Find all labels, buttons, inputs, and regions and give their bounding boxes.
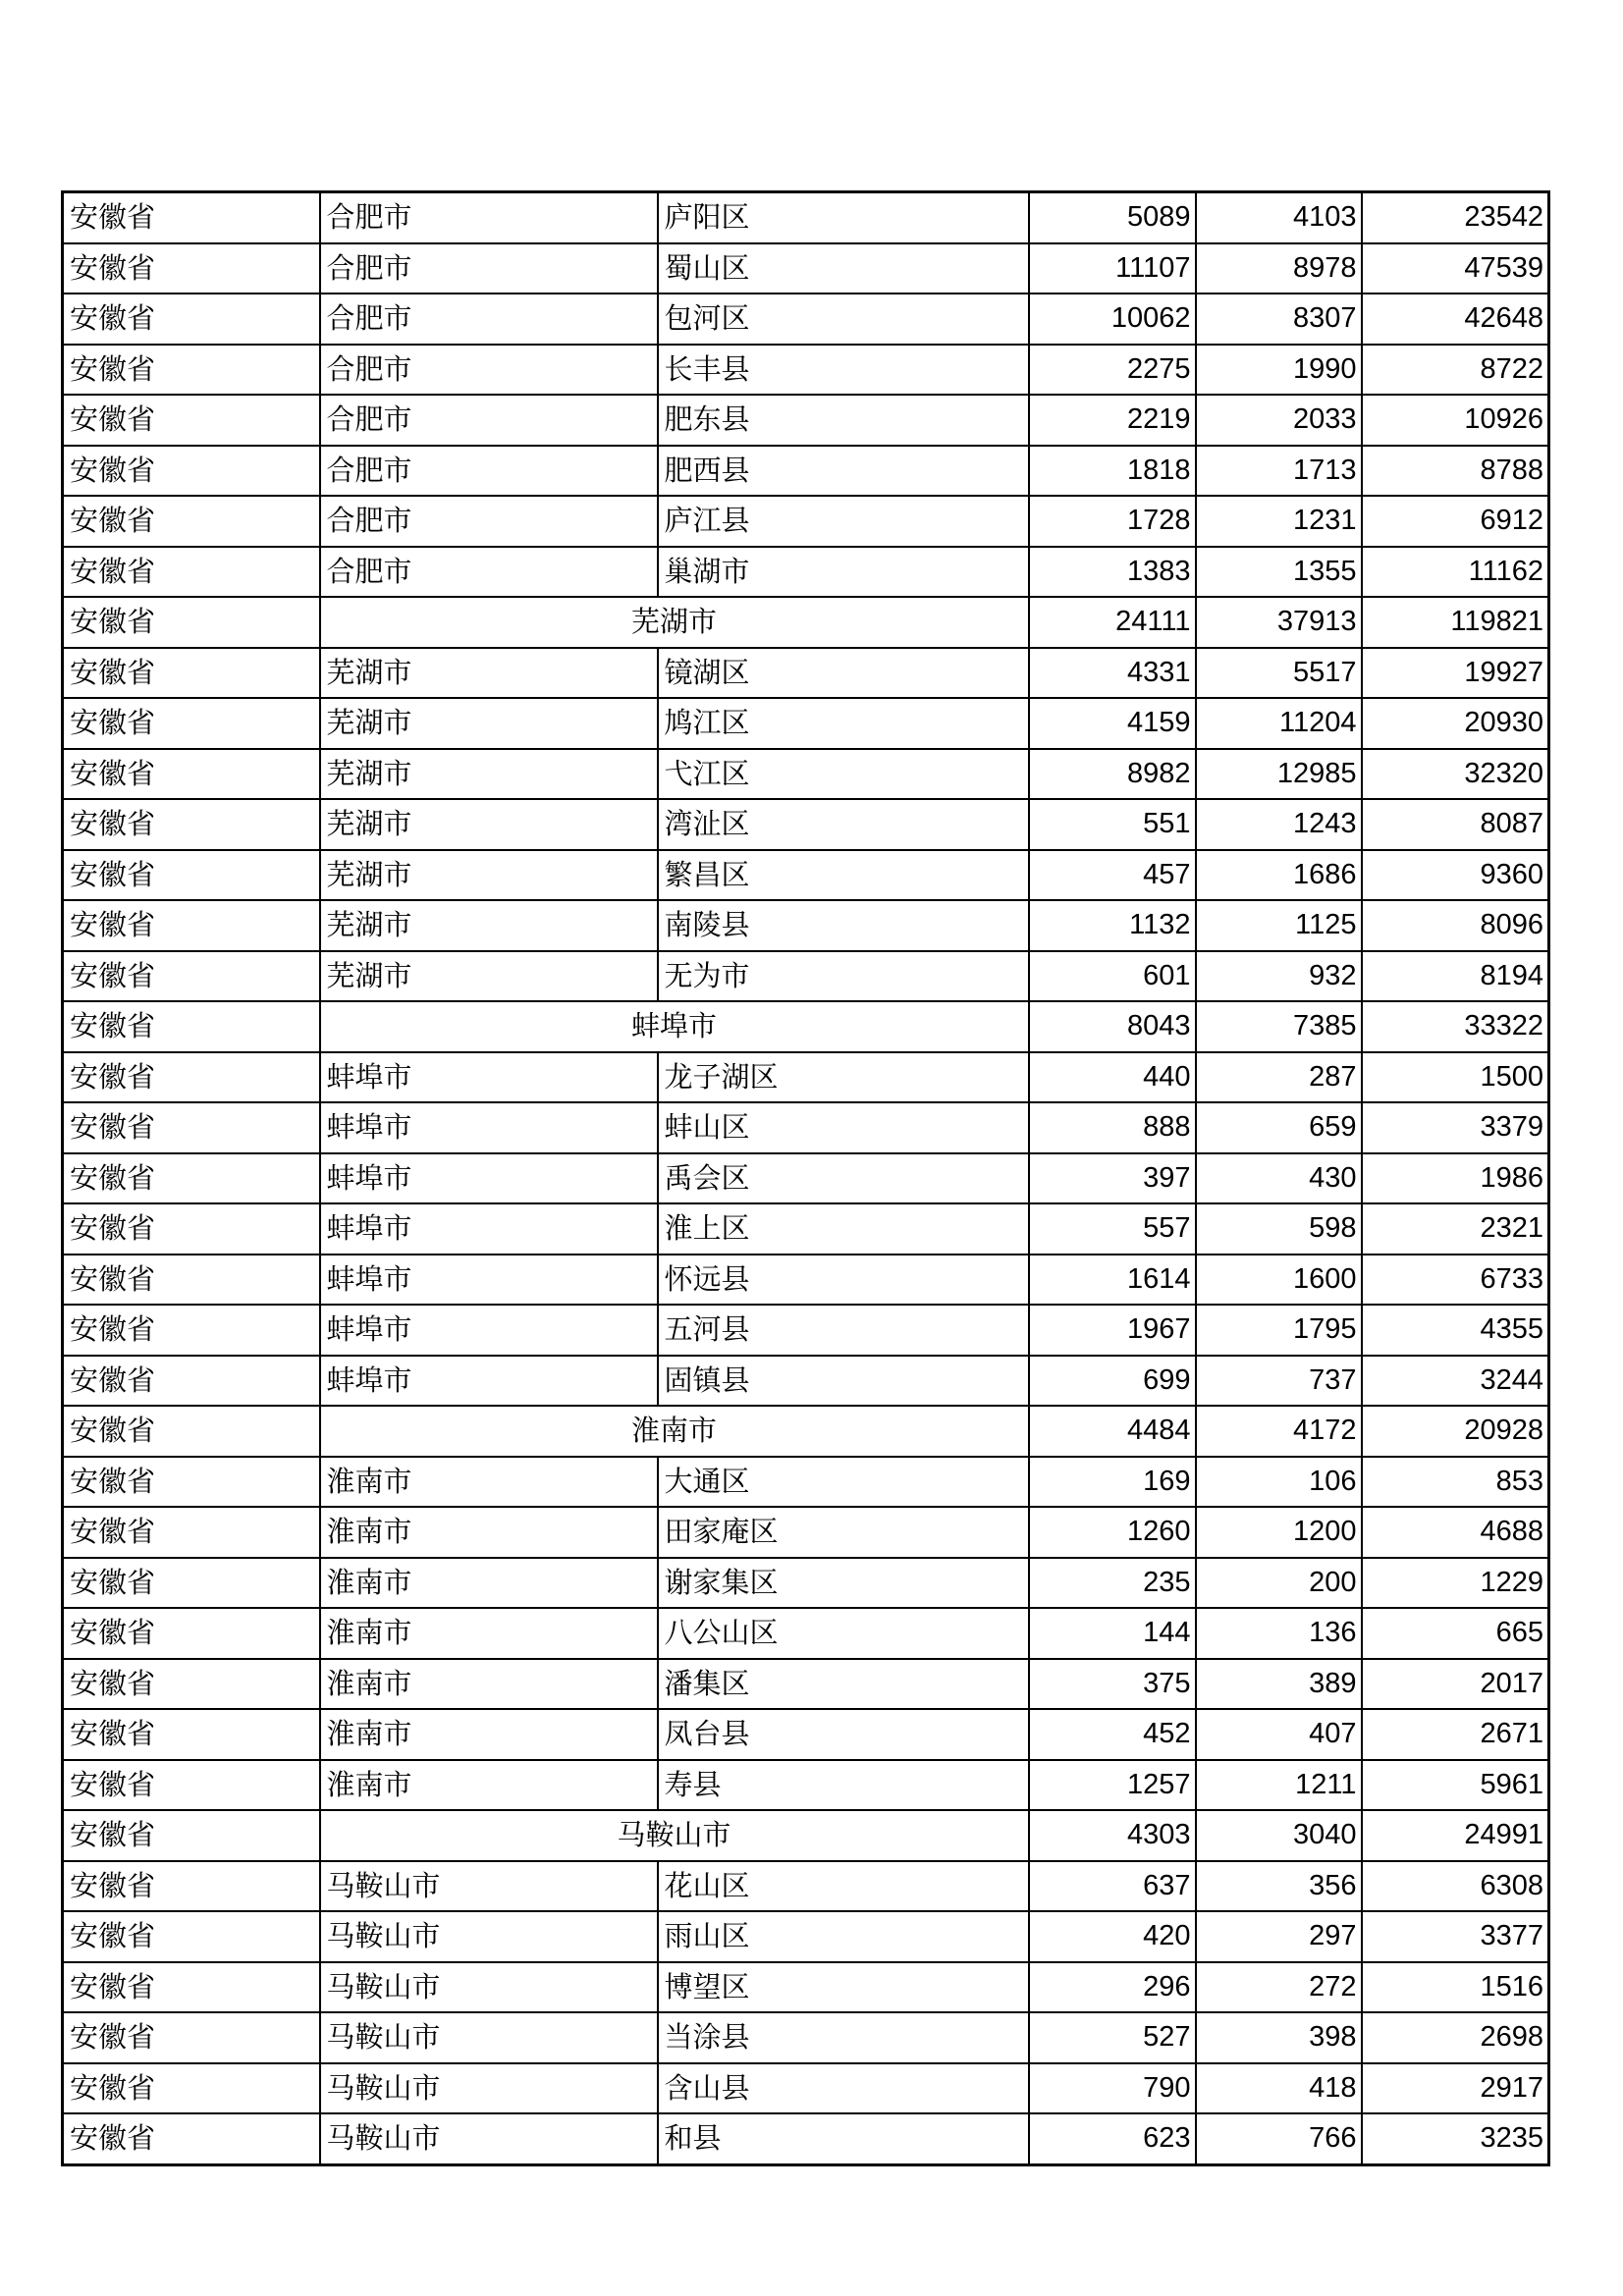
province-cell: 安徽省 xyxy=(63,951,320,1002)
value-cell-1: 4331 xyxy=(1029,648,1196,699)
province-cell: 安徽省 xyxy=(63,1911,320,1962)
value-cell-2: 297 xyxy=(1196,1911,1362,1962)
province-cell: 安徽省 xyxy=(63,900,320,951)
county-cell: 当涂县 xyxy=(658,2012,1029,2063)
value-cell-3: 24991 xyxy=(1362,1810,1549,1861)
value-cell-1: 8043 xyxy=(1029,1001,1196,1052)
province-cell: 安徽省 xyxy=(63,1962,320,2013)
city-cell: 淮南市 xyxy=(320,1507,658,1558)
value-cell-1: 10062 xyxy=(1029,294,1196,345)
value-cell-2: 766 xyxy=(1196,2113,1362,2164)
province-cell: 安徽省 xyxy=(63,446,320,497)
city-cell: 马鞍山市 xyxy=(320,1911,658,1962)
province-cell: 安徽省 xyxy=(63,1507,320,1558)
table-row-city-total xyxy=(63,1406,1549,1457)
value-cell-1: 637 xyxy=(1029,1861,1196,1912)
county-cell: 庐阳区 xyxy=(658,192,1029,243)
city-cell: 芜湖市 xyxy=(320,951,658,1002)
table-row xyxy=(63,1305,1549,1356)
table-row xyxy=(63,1203,1549,1255)
value-cell-3: 11162 xyxy=(1362,547,1549,598)
table-row xyxy=(63,749,1549,800)
value-cell-2: 1600 xyxy=(1196,1255,1362,1306)
province-cell: 安徽省 xyxy=(63,2063,320,2114)
value-cell-2: 5517 xyxy=(1196,648,1362,699)
city-cell: 蚌埠市 xyxy=(320,1102,658,1153)
county-cell: 鸠江区 xyxy=(658,698,1029,749)
value-cell-2: 598 xyxy=(1196,1203,1362,1255)
value-cell-3: 853 xyxy=(1362,1457,1549,1508)
county-cell: 和县 xyxy=(658,2113,1029,2164)
city-cell: 合肥市 xyxy=(320,192,658,243)
table-row xyxy=(63,1861,1549,1912)
value-cell-3: 20928 xyxy=(1362,1406,1549,1457)
province-cell: 安徽省 xyxy=(63,243,320,294)
province-cell: 安徽省 xyxy=(63,547,320,598)
province-cell: 安徽省 xyxy=(63,2012,320,2063)
value-cell-1: 8982 xyxy=(1029,749,1196,800)
value-cell-1: 2275 xyxy=(1029,345,1196,396)
table-row xyxy=(63,192,1549,243)
table-row xyxy=(63,2063,1549,2114)
value-cell-1: 527 xyxy=(1029,2012,1196,2063)
value-cell-1: 375 xyxy=(1029,1659,1196,1710)
value-cell-1: 11107 xyxy=(1029,243,1196,294)
value-cell-2: 1990 xyxy=(1196,345,1362,396)
table-row xyxy=(63,1608,1549,1659)
county-cell: 镜湖区 xyxy=(658,648,1029,699)
value-cell-1: 551 xyxy=(1029,799,1196,850)
city-cell: 合肥市 xyxy=(320,446,658,497)
city-cell: 蚌埠市 xyxy=(320,1356,658,1407)
table-row xyxy=(63,698,1549,749)
city-cell: 淮南市 xyxy=(320,1659,658,1710)
table-row xyxy=(63,951,1549,1002)
province-cell: 安徽省 xyxy=(63,1659,320,1710)
value-cell-1: 790 xyxy=(1029,2063,1196,2114)
table-row xyxy=(63,243,1549,294)
table-row xyxy=(63,446,1549,497)
city-cell: 蚌埠市 xyxy=(320,1203,658,1255)
value-cell-3: 3244 xyxy=(1362,1356,1549,1407)
value-cell-2: 287 xyxy=(1196,1052,1362,1103)
city-cell: 马鞍山市 xyxy=(320,2063,658,2114)
value-cell-1: 623 xyxy=(1029,2113,1196,2164)
value-cell-1: 24111 xyxy=(1029,597,1196,648)
value-cell-3: 8722 xyxy=(1362,345,1549,396)
province-cell: 安徽省 xyxy=(63,1001,320,1052)
city-cell: 蚌埠市 xyxy=(320,1255,658,1306)
value-cell-2: 4172 xyxy=(1196,1406,1362,1457)
value-cell-1: 557 xyxy=(1029,1203,1196,1255)
province-cell: 安徽省 xyxy=(63,749,320,800)
province-cell: 安徽省 xyxy=(63,1709,320,1760)
province-cell: 安徽省 xyxy=(63,395,320,446)
province-cell: 安徽省 xyxy=(63,1558,320,1609)
value-cell-2: 4103 xyxy=(1196,192,1362,243)
city-cell: 马鞍山市 xyxy=(320,1861,658,1912)
county-cell: 潘集区 xyxy=(658,1659,1029,1710)
table-row-city-total xyxy=(63,597,1549,648)
value-cell-2: 1686 xyxy=(1196,850,1362,901)
province-cell: 安徽省 xyxy=(63,2113,320,2164)
table-row xyxy=(63,1659,1549,1710)
value-cell-1: 169 xyxy=(1029,1457,1196,1508)
value-cell-2: 1125 xyxy=(1196,900,1362,951)
value-cell-2: 418 xyxy=(1196,2063,1362,2114)
table-row xyxy=(63,900,1549,951)
value-cell-1: 4484 xyxy=(1029,1406,1196,1457)
province-cell: 安徽省 xyxy=(63,1760,320,1811)
county-cell: 大通区 xyxy=(658,1457,1029,1508)
value-cell-2: 1231 xyxy=(1196,496,1362,547)
value-cell-3: 2917 xyxy=(1362,2063,1549,2114)
table-row xyxy=(63,1962,1549,2013)
value-cell-1: 1260 xyxy=(1029,1507,1196,1558)
county-cell: 肥西县 xyxy=(658,446,1029,497)
province-cell: 安徽省 xyxy=(63,1153,320,1204)
value-cell-3: 2017 xyxy=(1362,1659,1549,1710)
value-cell-2: 1355 xyxy=(1196,547,1362,598)
table-row xyxy=(63,1760,1549,1811)
table-row xyxy=(63,1102,1549,1153)
value-cell-3: 10926 xyxy=(1362,395,1549,446)
county-cell: 巢湖市 xyxy=(658,547,1029,598)
city-cell: 合肥市 xyxy=(320,294,658,345)
value-cell-3: 8788 xyxy=(1362,446,1549,497)
value-cell-2: 106 xyxy=(1196,1457,1362,1508)
city-cell: 淮南市 xyxy=(320,1457,658,1508)
value-cell-3: 3377 xyxy=(1362,1911,1549,1962)
county-cell: 博望区 xyxy=(658,1962,1029,2013)
table-row xyxy=(63,1911,1549,1962)
table-row xyxy=(63,496,1549,547)
value-cell-3: 119821 xyxy=(1362,597,1549,648)
value-cell-3: 8087 xyxy=(1362,799,1549,850)
county-cell: 南陵县 xyxy=(658,900,1029,951)
city-cell: 芜湖市 xyxy=(320,698,658,749)
value-cell-2: 272 xyxy=(1196,1962,1362,2013)
value-cell-1: 1614 xyxy=(1029,1255,1196,1306)
table-row xyxy=(63,2113,1549,2164)
value-cell-2: 8978 xyxy=(1196,243,1362,294)
value-cell-3: 3379 xyxy=(1362,1102,1549,1153)
value-cell-1: 1257 xyxy=(1029,1760,1196,1811)
province-cell: 安徽省 xyxy=(63,799,320,850)
value-cell-3: 2671 xyxy=(1362,1709,1549,1760)
value-cell-2: 398 xyxy=(1196,2012,1362,2063)
city-cell: 马鞍山市 xyxy=(320,2113,658,2164)
value-cell-1: 1728 xyxy=(1029,496,1196,547)
value-cell-3: 2698 xyxy=(1362,2012,1549,2063)
city-cell: 蚌埠市 xyxy=(320,1305,658,1356)
value-cell-2: 136 xyxy=(1196,1608,1362,1659)
table-row xyxy=(63,648,1549,699)
value-cell-1: 144 xyxy=(1029,1608,1196,1659)
county-cell: 湾沚区 xyxy=(658,799,1029,850)
value-cell-3: 1516 xyxy=(1362,1962,1549,2013)
table-row-city-total xyxy=(63,1001,1549,1052)
province-cell: 安徽省 xyxy=(63,294,320,345)
value-cell-2: 11204 xyxy=(1196,698,1362,749)
value-cell-3: 6912 xyxy=(1362,496,1549,547)
value-cell-3: 4355 xyxy=(1362,1305,1549,1356)
city-total-cell: 马鞍山市 xyxy=(320,1810,1029,1861)
table-row xyxy=(63,1052,1549,1103)
value-cell-2: 200 xyxy=(1196,1558,1362,1609)
value-cell-3: 8194 xyxy=(1362,951,1549,1002)
county-cell: 长丰县 xyxy=(658,345,1029,396)
county-cell: 凤台县 xyxy=(658,1709,1029,1760)
province-cell: 安徽省 xyxy=(63,1608,320,1659)
city-total-cell: 蚌埠市 xyxy=(320,1001,1029,1052)
value-cell-2: 1243 xyxy=(1196,799,1362,850)
province-cell: 安徽省 xyxy=(63,1203,320,1255)
value-cell-2: 389 xyxy=(1196,1659,1362,1710)
value-cell-3: 3235 xyxy=(1362,2113,1549,2164)
county-cell: 蚌山区 xyxy=(658,1102,1029,1153)
value-cell-3: 6733 xyxy=(1362,1255,1549,1306)
value-cell-1: 235 xyxy=(1029,1558,1196,1609)
table-row xyxy=(63,1255,1549,1306)
province-cell: 安徽省 xyxy=(63,1457,320,1508)
value-cell-3: 19927 xyxy=(1362,648,1549,699)
county-cell: 禹会区 xyxy=(658,1153,1029,1204)
city-cell: 合肥市 xyxy=(320,395,658,446)
city-cell: 芜湖市 xyxy=(320,648,658,699)
city-cell: 芜湖市 xyxy=(320,900,658,951)
city-cell: 淮南市 xyxy=(320,1608,658,1659)
value-cell-3: 47539 xyxy=(1362,243,1549,294)
table-row xyxy=(63,395,1549,446)
table-row xyxy=(63,1457,1549,1508)
value-cell-3: 8096 xyxy=(1362,900,1549,951)
table-body xyxy=(63,192,1549,2165)
province-cell: 安徽省 xyxy=(63,192,320,243)
table-row-city-total xyxy=(63,1810,1549,1861)
province-cell: 安徽省 xyxy=(63,1102,320,1153)
province-cell: 安徽省 xyxy=(63,648,320,699)
value-cell-2: 430 xyxy=(1196,1153,1362,1204)
table-row xyxy=(63,799,1549,850)
value-cell-1: 4159 xyxy=(1029,698,1196,749)
city-cell: 合肥市 xyxy=(320,547,658,598)
value-cell-2: 2033 xyxy=(1196,395,1362,446)
value-cell-1: 2219 xyxy=(1029,395,1196,446)
value-cell-3: 32320 xyxy=(1362,749,1549,800)
table-row xyxy=(63,294,1549,345)
value-cell-3: 4688 xyxy=(1362,1507,1549,1558)
value-cell-1: 601 xyxy=(1029,951,1196,1002)
value-cell-2: 8307 xyxy=(1196,294,1362,345)
county-cell: 肥东县 xyxy=(658,395,1029,446)
province-cell: 安徽省 xyxy=(63,1356,320,1407)
county-cell: 五河县 xyxy=(658,1305,1029,1356)
value-cell-2: 3040 xyxy=(1196,1810,1362,1861)
province-cell: 安徽省 xyxy=(63,1052,320,1103)
province-cell: 安徽省 xyxy=(63,850,320,901)
province-cell: 安徽省 xyxy=(63,496,320,547)
city-total-cell: 淮南市 xyxy=(320,1406,1029,1457)
value-cell-1: 1818 xyxy=(1029,446,1196,497)
county-cell: 谢家集区 xyxy=(658,1558,1029,1609)
value-cell-1: 699 xyxy=(1029,1356,1196,1407)
province-cell: 安徽省 xyxy=(63,1406,320,1457)
value-cell-1: 4303 xyxy=(1029,1810,1196,1861)
value-cell-1: 457 xyxy=(1029,850,1196,901)
value-cell-2: 1211 xyxy=(1196,1760,1362,1811)
table-row xyxy=(63,1709,1549,1760)
value-cell-1: 296 xyxy=(1029,1962,1196,2013)
value-cell-2: 1795 xyxy=(1196,1305,1362,1356)
value-cell-1: 1132 xyxy=(1029,900,1196,951)
city-cell: 芜湖市 xyxy=(320,850,658,901)
value-cell-3: 1229 xyxy=(1362,1558,1549,1609)
city-cell: 合肥市 xyxy=(320,243,658,294)
county-cell: 花山区 xyxy=(658,1861,1029,1912)
county-cell: 寿县 xyxy=(658,1760,1029,1811)
value-cell-3: 23542 xyxy=(1362,192,1549,243)
value-cell-1: 888 xyxy=(1029,1102,1196,1153)
value-cell-3: 2321 xyxy=(1362,1203,1549,1255)
city-cell: 芜湖市 xyxy=(320,799,658,850)
county-cell: 无为市 xyxy=(658,951,1029,1002)
province-cell: 安徽省 xyxy=(63,1810,320,1861)
value-cell-2: 407 xyxy=(1196,1709,1362,1760)
value-cell-3: 1500 xyxy=(1362,1052,1549,1103)
county-cell: 包河区 xyxy=(658,294,1029,345)
value-cell-2: 356 xyxy=(1196,1861,1362,1912)
city-cell: 蚌埠市 xyxy=(320,1052,658,1103)
table-row xyxy=(63,1153,1549,1204)
city-cell: 蚌埠市 xyxy=(320,1153,658,1204)
county-cell: 弋江区 xyxy=(658,749,1029,800)
value-cell-3: 42648 xyxy=(1362,294,1549,345)
value-cell-1: 440 xyxy=(1029,1052,1196,1103)
county-cell: 八公山区 xyxy=(658,1608,1029,1659)
county-cell: 淮上区 xyxy=(658,1203,1029,1255)
value-cell-1: 5089 xyxy=(1029,192,1196,243)
value-cell-3: 9360 xyxy=(1362,850,1549,901)
county-cell: 含山县 xyxy=(658,2063,1029,2114)
province-cell: 安徽省 xyxy=(63,1861,320,1912)
value-cell-2: 37913 xyxy=(1196,597,1362,648)
value-cell-2: 659 xyxy=(1196,1102,1362,1153)
value-cell-3: 33322 xyxy=(1362,1001,1549,1052)
county-cell: 蜀山区 xyxy=(658,243,1029,294)
county-cell: 雨山区 xyxy=(658,1911,1029,1962)
table-row xyxy=(63,1356,1549,1407)
county-cell: 龙子湖区 xyxy=(658,1052,1029,1103)
value-cell-2: 7385 xyxy=(1196,1001,1362,1052)
data-table xyxy=(61,190,1550,2166)
province-cell: 安徽省 xyxy=(63,1255,320,1306)
value-cell-2: 12985 xyxy=(1196,749,1362,800)
value-cell-1: 420 xyxy=(1029,1911,1196,1962)
city-cell: 淮南市 xyxy=(320,1558,658,1609)
city-cell: 马鞍山市 xyxy=(320,2012,658,2063)
county-cell: 繁昌区 xyxy=(658,850,1029,901)
province-cell: 安徽省 xyxy=(63,698,320,749)
value-cell-1: 1967 xyxy=(1029,1305,1196,1356)
table-row xyxy=(63,850,1549,901)
table-row xyxy=(63,2012,1549,2063)
table-row xyxy=(63,1558,1549,1609)
province-cell: 安徽省 xyxy=(63,345,320,396)
city-cell: 合肥市 xyxy=(320,496,658,547)
value-cell-2: 1200 xyxy=(1196,1507,1362,1558)
county-cell: 庐江县 xyxy=(658,496,1029,547)
value-cell-3: 665 xyxy=(1362,1608,1549,1659)
province-cell: 安徽省 xyxy=(63,597,320,648)
value-cell-1: 452 xyxy=(1029,1709,1196,1760)
value-cell-1: 1383 xyxy=(1029,547,1196,598)
table-row xyxy=(63,547,1549,598)
value-cell-2: 737 xyxy=(1196,1356,1362,1407)
value-cell-2: 1713 xyxy=(1196,446,1362,497)
county-cell: 固镇县 xyxy=(658,1356,1029,1407)
value-cell-3: 20930 xyxy=(1362,698,1549,749)
city-cell: 合肥市 xyxy=(320,345,658,396)
county-cell: 田家庵区 xyxy=(658,1507,1029,1558)
county-cell: 怀远县 xyxy=(658,1255,1029,1306)
city-cell: 马鞍山市 xyxy=(320,1962,658,2013)
city-cell: 淮南市 xyxy=(320,1760,658,1811)
value-cell-3: 5961 xyxy=(1362,1760,1549,1811)
value-cell-1: 397 xyxy=(1029,1153,1196,1204)
value-cell-2: 932 xyxy=(1196,951,1362,1002)
city-cell: 芜湖市 xyxy=(320,749,658,800)
table-row xyxy=(63,345,1549,396)
city-total-cell: 芜湖市 xyxy=(320,597,1029,648)
value-cell-3: 6308 xyxy=(1362,1861,1549,1912)
city-cell: 淮南市 xyxy=(320,1709,658,1760)
table-row xyxy=(63,1507,1549,1558)
province-cell: 安徽省 xyxy=(63,1305,320,1356)
value-cell-3: 1986 xyxy=(1362,1153,1549,1204)
